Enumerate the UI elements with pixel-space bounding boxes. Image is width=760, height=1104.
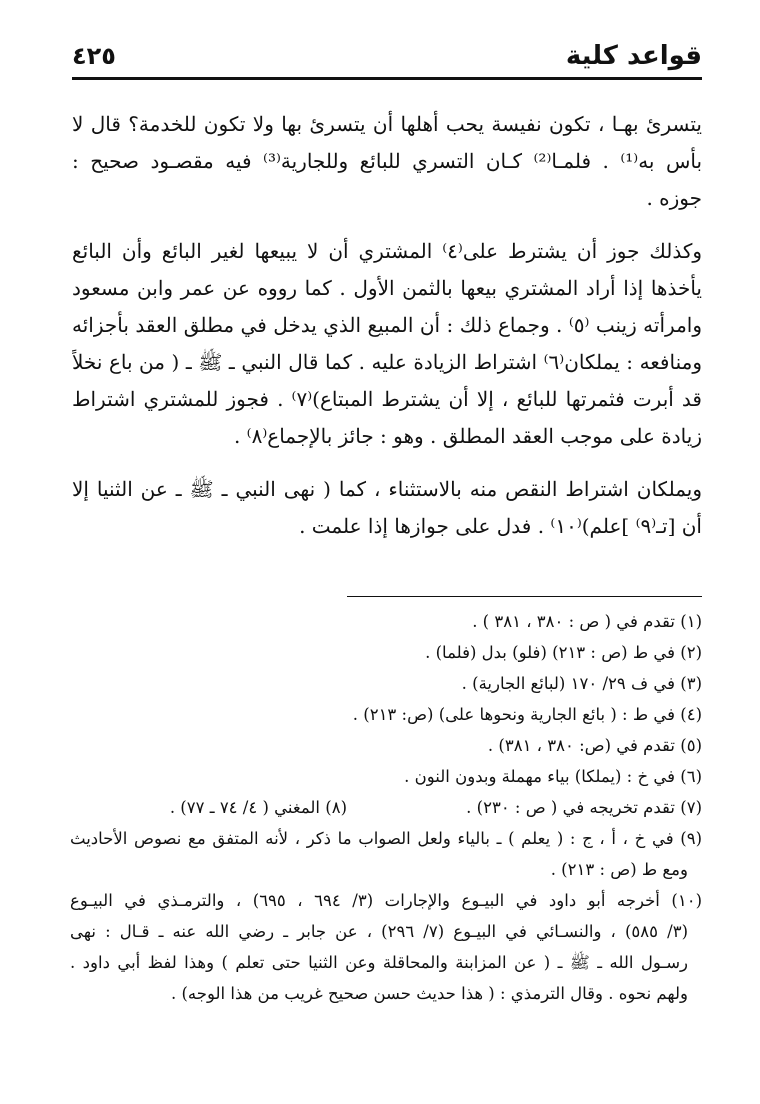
text-line: قد أبرت فثمرتها للبائع ، إلا أن يشترط المبتاع)⁽٧⁾ . فجوز للمشتري اشتراط [72, 387, 702, 411]
footnotes [70, 606, 702, 1009]
main-text [72, 106, 702, 561]
footnote-text: (٤) في ط : ( بائع الجارية ونحوها على) (ص: ٢١٣) . [352, 705, 702, 724]
footnote-text: (٢) في ط (ص : ٢١٣) (فلو) بدل (فلما) . [425, 643, 702, 662]
text-line: جوزه . [646, 186, 702, 210]
paragraph-2 [72, 233, 702, 455]
footnote-text: (٥) تقدم في (ص: ٣٨٠ ، ٣٨١) . [487, 736, 702, 755]
footnote-text: (٣) في ف ٢٩/ ١٧٠ (لبائع الجارية) . [461, 674, 702, 693]
footnote-text: (٩) في خ ، أ ، ج : ( يعلم ) ـ بالياء ولعل الصواب ما ذكر ، لأنه المتفق مع نصوص الأحاديث [70, 829, 702, 848]
text-line: أن [تـ⁽٩⁾ ]علم)⁽١٠⁾ . فدل على جوازها إذا علمت . [299, 514, 702, 538]
footnote-text: (٣/ ٥٨٥) ، والنسـائي في البيـوع (٧/ ٢٩٦) ، عن جابر ـ رضي الله عنه ـ قـال : نهى [70, 922, 689, 941]
footnote-1 [70, 606, 702, 637]
footnote-text: ومع ط (ص : ٢١٣) . [550, 860, 688, 879]
text-line: وامرأته زينب ⁽٥⁾ . وجماع ذلك : أن المبيع الذي يدخل في مطلق العقد بأجزائه [72, 313, 702, 337]
footnote-7: (٧) تقدم تخريجه في ( ص : ٢٣٠) . [466, 798, 702, 817]
footnote-4 [70, 699, 702, 730]
header-rule [72, 77, 702, 80]
page-number: ٤٢٥ [72, 42, 116, 70]
footnote-6 [70, 761, 702, 792]
footnote-text: (٦) في خ : (يملكا) بياء مهملة وبدون النون . [404, 767, 702, 786]
text-line: ويملكان اشتراط النقص منه بالاستثناء ، كما ( نهى النبي ـ ﷺ ـ عن الثنيا إلا [72, 477, 702, 501]
paragraph-3 [72, 471, 702, 545]
text-line: يأخذها إذا أراد المشتري بيعها بالثمن الأول . كما رووه عن عمر وابن مسعود [72, 276, 702, 300]
footnote-5 [70, 730, 702, 761]
footnote-text: ولهم نحوه . وقال الترمذي : ( هذا حديث حسن صحيح غريب من هذا الوجه) . [171, 984, 688, 1003]
text-line: وكذلك جوز أن يشترط على⁽٤⁾ المشتري أن لا يبيعها لغير البائع وأن البائع [72, 239, 702, 263]
text-line: ومنافعه : يملكان⁽٦⁾ اشتراط الزيادة عليه . كما قال النبي ـ ﷺ ـ ( من باع نخلاً [72, 350, 702, 374]
footnote-text: (١٠) أخرجه أبو داود في البيـوع والإجارات (٣/ ٦٩٤ ، ٦٩٥) ، والترمـذي في البيـوع [70, 891, 702, 910]
footnote-10 [70, 885, 702, 1009]
footnote-text: (١) تقدم في ( ص : ٣٨٠ ، ٣٨١ ) . [472, 612, 702, 631]
page-header [72, 36, 702, 76]
footnote-separator [347, 596, 702, 597]
text-line: بأس به⁽¹⁾ . فلمـا⁽²⁾ كـان التسري للبائع وللجارية⁽³⁾ فيه مقصـود صحيح : [72, 149, 702, 173]
text-line: زيادة على موجب العقد المطلق . وهو : جائز بالإجماع⁽٨⁾ . [233, 424, 702, 448]
footnote-text: رسـول الله ـ ﷺ ـ ( عن المزابنة والمحاقلة وعن الثنيا حتى تعلم ) وهذا لفظ أبي داود . [70, 953, 688, 972]
footnote-8: (٨) المغني ( ٤/ ٧٤ ـ ٧٧) . [169, 798, 347, 817]
footnote-row-7-8 [70, 792, 702, 823]
text-line: يتسرئ بهـا ، تكون نفيسة يحب أهلها أن يتسرئ بها ولا تكون للخدمة؟ قال لا [72, 112, 702, 136]
footnote-2 [70, 637, 702, 668]
footnote-3 [70, 668, 702, 699]
running-title: قواعد كلية [565, 41, 702, 71]
paragraph-1 [72, 106, 702, 217]
footnote-9 [70, 823, 702, 885]
